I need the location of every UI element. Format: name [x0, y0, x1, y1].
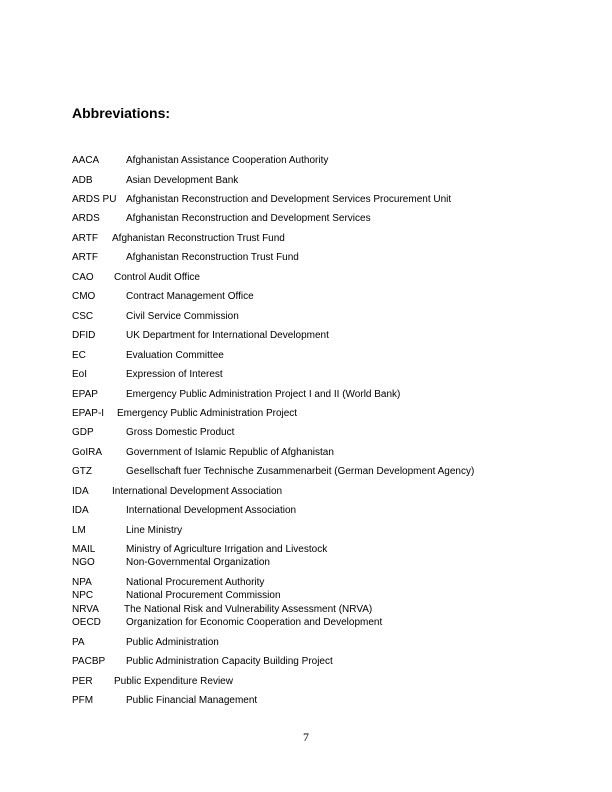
- abbreviation-definition: National Procurement Commission: [126, 590, 281, 601]
- abbreviation-term: NPC: [72, 590, 94, 601]
- abbreviation-definition: Public Expenditure Review: [114, 676, 233, 687]
- abbreviation-definition: Control Audit Office: [114, 272, 200, 283]
- abbreviation-term: NPA: [72, 577, 92, 588]
- abbreviation-definition: Public Administration Capacity Building Project: [126, 656, 333, 667]
- abbreviation-definition: Emergency Public Administration Project: [117, 408, 298, 419]
- abbreviation-term: PA: [72, 637, 85, 648]
- abbreviation-term: EPAP: [72, 389, 98, 400]
- abbreviation-definition: Asian Development Bank: [126, 175, 239, 186]
- abbreviation-definition: International Development Association: [126, 505, 297, 516]
- abbreviation-term: IDA: [72, 505, 89, 516]
- abbreviation-term: CSC: [72, 311, 94, 322]
- abbreviation-term: CMO: [72, 291, 96, 302]
- abbreviation-term: CAO: [72, 272, 94, 283]
- abbreviation-term: NRVA: [72, 604, 99, 615]
- abbreviation-term: GoIRA: [72, 447, 103, 458]
- abbreviation-definition: Organization for Economic Cooperation and Development: [126, 617, 383, 628]
- abbreviation-term: MAIL: [72, 544, 96, 555]
- abbreviation-definition: Non-Governmental Organization: [126, 557, 270, 568]
- abbreviation-term: DFID: [72, 330, 96, 341]
- abbreviation-term: PFM: [72, 695, 94, 706]
- abbreviation-term: EPAP-I: [72, 408, 105, 419]
- abbreviation-definition: Afghanistan Reconstruction Trust Fund: [112, 233, 285, 244]
- abbreviation-term: EoI: [72, 369, 88, 380]
- abbreviation-term: PACBP: [72, 656, 106, 667]
- abbreviation-definition: Gross Domestic Product: [126, 427, 235, 438]
- abbreviation-definition: Public Administration: [126, 637, 219, 648]
- abbreviation-term: ADB: [72, 175, 93, 186]
- abbreviation-definition: National Procurement Authority: [126, 577, 265, 588]
- abbreviation-definition: Public Financial Management: [126, 695, 258, 706]
- abbreviation-definition: Afghanistan Reconstruction and Development Services Procurement Unit: [126, 194, 452, 205]
- abbreviation-definition: The National Risk and Vulnerability Assessment (NRVA): [124, 604, 373, 615]
- abbreviation-definition: Afghanistan Reconstruction and Development Services: [126, 213, 371, 224]
- abbreviation-term: GDP: [72, 427, 94, 438]
- abbreviation-term: ARDS: [72, 213, 100, 224]
- abbreviation-definition: Emergency Public Administration Project I and II (World Bank): [126, 389, 401, 400]
- page-number: 7: [303, 730, 309, 744]
- abbreviation-definition: Expression of Interest: [126, 369, 223, 380]
- abbreviation-definition: Evaluation Committee: [126, 350, 224, 361]
- abbreviation-definition: Afghanistan Reconstruction Trust Fund: [126, 252, 299, 263]
- abbreviation-definition: Gesellschaft fuer Technische Zusammenarbeit (German Development Agency): [126, 466, 475, 477]
- abbreviation-term: NGO: [72, 557, 95, 568]
- abbreviation-term: ARTF: [72, 233, 98, 244]
- abbreviation-term: ARDS PU: [72, 194, 117, 205]
- abbreviation-term: GTZ: [72, 466, 92, 477]
- abbreviation-definition: Contract Management Office: [126, 291, 254, 302]
- page-title: Abbreviations:: [72, 105, 171, 121]
- abbreviation-term: EC: [72, 350, 86, 361]
- abbreviation-term: LM: [72, 525, 86, 536]
- abbreviation-definition: International Development Association: [112, 486, 283, 497]
- abbreviation-term: IDA: [72, 486, 89, 497]
- abbreviation-definition: Afghanistan Assistance Cooperation Authority: [126, 155, 329, 166]
- abbreviation-term: PER: [72, 676, 93, 687]
- abbreviation-definition: UK Department for International Development: [126, 330, 329, 341]
- abbreviation-term: ARTF: [72, 252, 98, 263]
- abbreviation-term: OECD: [72, 617, 101, 628]
- abbreviation-definition: Government of Islamic Republic of Afghanistan: [126, 447, 334, 458]
- abbreviation-definition: Ministry of Agriculture Irrigation and Livestock: [126, 544, 328, 555]
- abbreviation-definition: Line Ministry: [126, 525, 183, 536]
- abbreviation-term: AACA: [72, 155, 100, 166]
- abbreviation-definition: Civil Service Commission: [126, 311, 239, 322]
